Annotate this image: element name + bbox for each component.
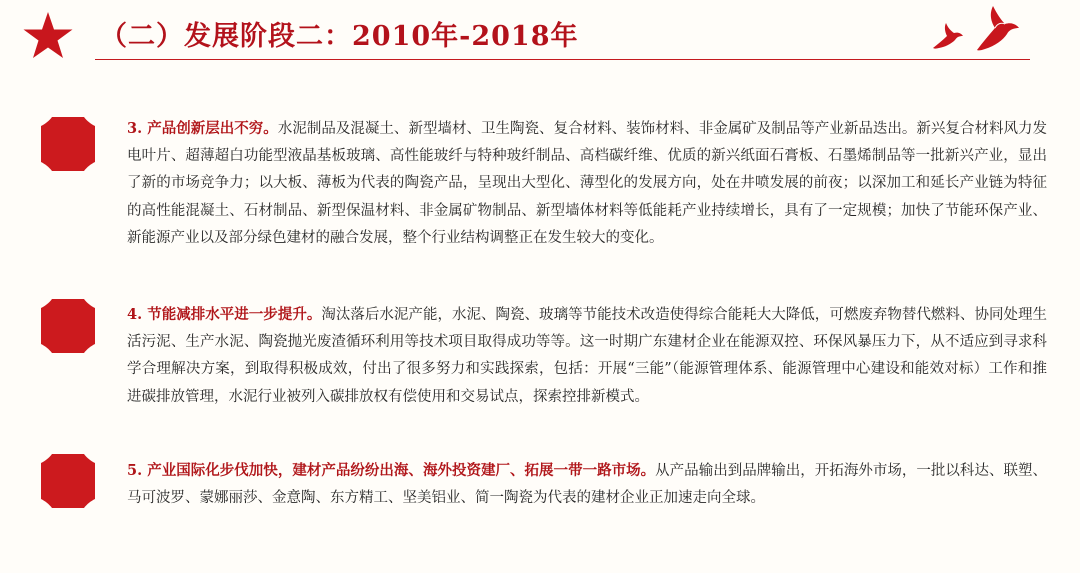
birds-icon: [925, 2, 1020, 60]
section-lead: 5. 产业国际化步伐加快，建材产品纷纷出海、海外投资建厂、拓展一带一路市场。: [127, 462, 656, 479]
section-body: 水泥制品及混凝土、新型墙材、卫生陶瓷、复合材料、装饰材料、非金属矿及制品等产业新品迭出。新兴复合材料风力发电叶片、超薄超白功能型液晶基板玻璃、高性能玻纤与特种玻纤制品、高档碳纤维、优质的新兴纸面石膏板、石墨烯制品等一批新兴产业，显出了新的市场竞争力；以大板、薄板为代表的陶瓷产品，呈现出大型化、薄型化的发展方向，处在井喷发展的前夜；以深加工和延长产业链为特征的高性能混凝土、石材制品、新型保温材料、非金属矿物制品、新型墙体材料等低能耗产业持续增长，具有了一定规模；加快了节能环保产业、新能源产业以及部分绿色建材的融合发展，整个行业结构调整正在发生较大的变化。: [127, 121, 1048, 246]
red-seal-icon: [40, 298, 96, 354]
section-text: [127, 301, 1047, 411]
section-text: [127, 115, 1047, 252]
star-icon: [22, 10, 74, 62]
red-seal-icon: [40, 453, 96, 509]
section-lead: 3. 产品创新层出不穷。: [127, 120, 278, 137]
title-divider: [95, 59, 1030, 60]
section-text: [127, 457, 1047, 512]
section-body: 淘汰落后水泥产能，水泥、陶瓷、玻璃等节能技术改造使得综合能耗大大降低，可燃废弃物替代燃料、协同处理生活污泥、生产水泥、陶瓷抛光废渣循环利用等技术项目取得成功等等。这一时期广东建材企业在能源双控、环保风暴压力下，从不适应到寻求科学合理解决方案，到取得积极成效，付出了很多努力和实践探索，包括：开展“三能”（能源管理体系、能源管理中心建设和能效对标）工作和推进碳排放管理，水泥行业被列入碳排放权有偿使用和交易试点，探索控排新模式。: [127, 307, 1047, 405]
section-body: 从产品输出到品牌输出，开拓海外市场，一批以科达、联塑、马可波罗、蒙娜丽莎、金意陶、东方精工、坚美铝业、简一陶瓷为代表的建材企业正加速走向全球。: [127, 463, 1047, 507]
slide-header: [0, 0, 1080, 70]
section-lead: 4. 节能减排水平进一步提升。: [127, 306, 322, 323]
red-seal-icon: [40, 116, 96, 172]
page-title: （二）发展阶段二：2010年-2018年: [100, 21, 579, 52]
